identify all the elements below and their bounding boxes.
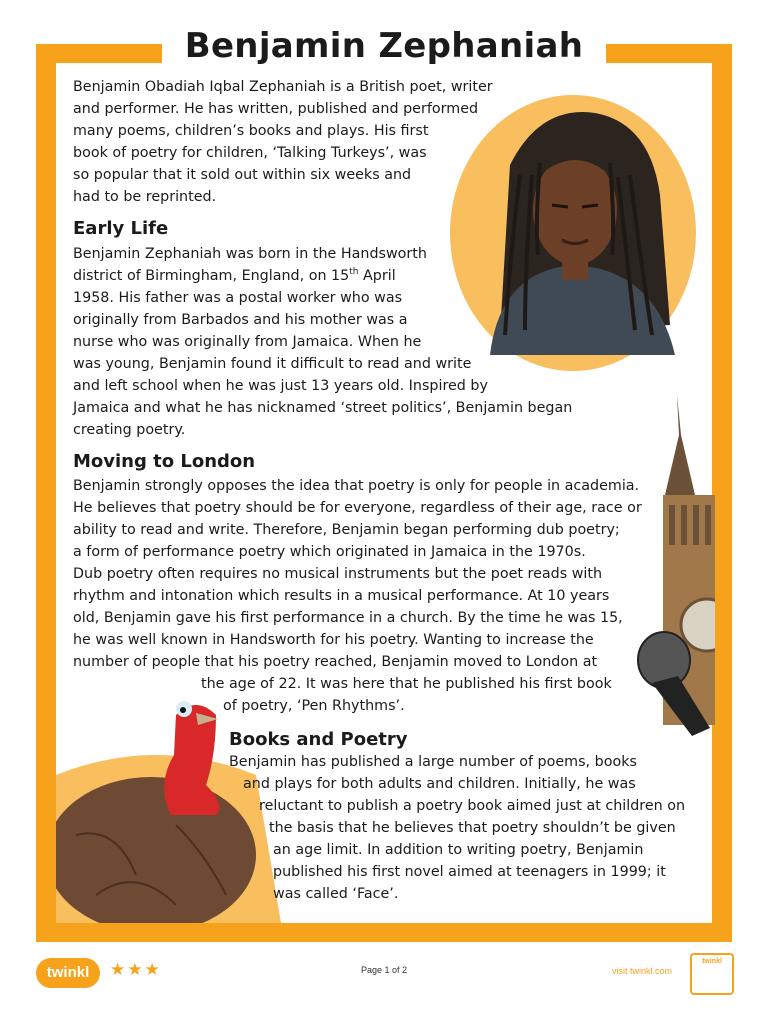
intro-line: and performer. He has written, published and performed <box>73 101 479 117</box>
moving-line: Benjamin strongly opposes the idea that poetry is only for people in academia. <box>73 478 640 494</box>
books-paragraph <box>229 751 699 905</box>
date-suffix: th <box>349 267 359 278</box>
books-line: an age limit. In addition to writing poetry, Benjamin <box>273 842 644 858</box>
early-life-heading: Early Life <box>73 218 169 239</box>
books-line: Benjamin has published a large number of poems, books <box>229 754 637 770</box>
early-life-line: was young, Benjamin found it difficult to read and write <box>73 356 472 372</box>
quality-badge-icon <box>690 953 734 995</box>
page-number: Page 1 of 2 <box>360 965 408 975</box>
date-text: district of Birmingham, England, on 15 <box>73 268 350 284</box>
early-life-line: originally from Barbados and his mother was a <box>73 312 408 328</box>
moving-line: the age of 22. It was here that he published his first book <box>201 676 612 692</box>
early-life-line: creating poetry. <box>73 422 186 438</box>
moving-line: number of people that his poetry reached, Benjamin moved to London at <box>73 654 598 670</box>
books-line: was called ‘Face’. <box>273 886 399 902</box>
early-life-line: 1958. His father was a postal worker who was <box>73 290 403 306</box>
moving-line: a form of performance poetry which originated in Jamaica in the 1970s. <box>73 544 586 560</box>
early-life-line-date <box>73 265 633 287</box>
footer <box>0 942 768 1024</box>
moving-line: rhythm and intonation which results in a musical performance. At 10 years <box>73 588 610 604</box>
moving-line: old, Benjamin gave his first performance in a church. By the time he was 15, <box>73 610 623 626</box>
early-life-line: and left school when he was just 13 years old. Inspired by <box>73 378 488 394</box>
moving-line: He believes that poetry should be for everyone, regardless of their age, race or <box>73 500 642 516</box>
early-life-line: Benjamin Zephaniah was born in the Handsworth <box>73 246 427 262</box>
moving-paragraph <box>73 475 653 717</box>
books-heading: Books and Poetry <box>229 729 408 750</box>
intro-line: so popular that it sold out within six weeks and <box>73 167 412 183</box>
moving-heading: Moving to London <box>73 451 256 472</box>
page-title: Benjamin Zephaniah <box>184 26 584 66</box>
intro-line: Benjamin Obadiah Iqbal Zephaniah is a British poet, writer <box>73 79 493 95</box>
date-month: April <box>358 268 396 284</box>
moving-line: Dub poetry often requires no musical instruments but the poet reads with <box>73 566 603 582</box>
visit-link[interactable]: visit twinkl.com <box>612 966 673 976</box>
books-line: published his first novel aimed at teenagers in 1999; it <box>273 864 666 880</box>
early-life-line: Jamaica and what he has nicknamed ‘street politics’, Benjamin began <box>73 400 573 416</box>
books-line: and plays for both adults and children. Initially, he was <box>243 776 636 792</box>
early-life-paragraph <box>73 243 633 441</box>
intro-line: had to be reprinted. <box>73 189 217 205</box>
moving-line: of poetry, ‘Pen Rhythms’. <box>223 698 405 714</box>
badge-label: twinkl <box>702 958 722 965</box>
books-line: the basis that he believes that poetry shouldn’t be given <box>269 820 676 836</box>
intro-line: many poems, children’s books and plays. His first <box>73 123 429 139</box>
twinkl-logo[interactable]: twinkl <box>36 958 100 988</box>
books-line: reluctant to publish a poetry book aimed just at children on <box>259 798 686 814</box>
intro-paragraph <box>73 76 533 208</box>
moving-line: ability to read and write. Therefore, Benjamin began performing dub poetry; <box>73 522 620 538</box>
early-life-line: nurse who was originally from Jamaica. When he <box>73 334 422 350</box>
intro-line: book of poetry for children, ‘Talking Turkeys’, was <box>73 145 427 161</box>
moving-line: he was well known in Handsworth for his poetry. Wanting to increase the <box>73 632 594 648</box>
rating-stars-icon: ★★★ <box>110 960 162 980</box>
